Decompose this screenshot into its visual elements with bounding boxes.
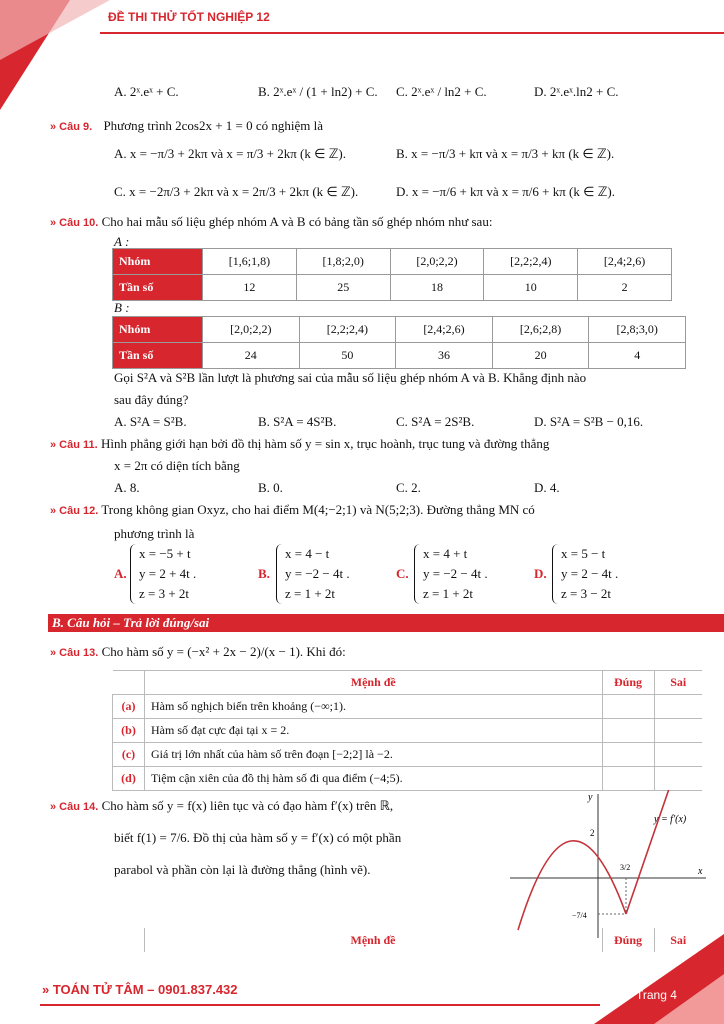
q8-option-d: D. 2ˣ.eˣ.ln2 + C. — [534, 84, 619, 99]
table-cell: 2 — [578, 275, 672, 301]
table-row — [113, 317, 686, 343]
table-cell: [2,2;2,4) — [299, 317, 396, 343]
q9-option-c: C. x = −2π/3 + 2kπ và x = 2π/3 + 2kπ (k ∈ ℤ). — [114, 184, 359, 199]
header-decoration-light — [0, 0, 110, 60]
header-divider — [100, 32, 724, 34]
table-a-label: A : — [114, 234, 130, 249]
question-text: Trong không gian Oxyz, cho hai điểm M(4;−2;1) và N(5;2;3). Đường thẳng MN có — [101, 502, 535, 517]
q14-text-3: parabol và phần còn lại là đường thẳng (hình vẽ). — [114, 862, 371, 877]
false-header: Sai — [654, 671, 702, 695]
equation: x = −5 + t — [139, 546, 191, 561]
equation: z = 3 + 2t — [139, 586, 190, 601]
footer-author: » TOÁN TỬ TÂM – 0901.837.432 — [42, 982, 238, 997]
item-key: (d) — [113, 767, 145, 791]
item-statement: Tiệm cận xiên của đồ thị hàm số đi qua điểm (−4;5). — [145, 767, 603, 791]
line-segment — [626, 790, 670, 914]
equation: z = 1 + 2t — [423, 586, 474, 601]
q10-option-b: B. S²A = 4S²B. — [258, 414, 337, 429]
question-14 — [50, 798, 393, 814]
true-checkbox[interactable] — [602, 743, 654, 767]
equation: z = 3 − 2t — [561, 586, 612, 601]
false-header: Sai — [670, 932, 687, 947]
curve-label: y = f′(x) — [654, 814, 687, 825]
row-header: Nhóm — [113, 317, 203, 343]
q11-text-2: x = 2π có diện tích bằng — [114, 458, 240, 473]
option-label: B. — [258, 566, 270, 581]
q10-text-3: sau đây đúng? — [114, 392, 189, 407]
table-cell: 12 — [203, 275, 297, 301]
equation: y = −2 − 4t . — [285, 566, 350, 581]
true-checkbox[interactable] — [602, 695, 654, 719]
false-checkbox[interactable] — [654, 767, 702, 791]
table-row — [113, 343, 686, 369]
q10-option-c: C. S²A = 2S²B. — [396, 414, 475, 429]
table-row — [113, 275, 672, 301]
equation: y = 2 + 4t . — [139, 566, 197, 581]
question-label: » Câu 10. — [50, 217, 99, 229]
table-row — [113, 767, 703, 791]
footer-divider — [40, 1004, 600, 1006]
table-cell: 10 — [484, 275, 578, 301]
question-label: » Câu 14. — [50, 801, 99, 813]
false-checkbox[interactable] — [654, 743, 702, 767]
option-label: C. — [396, 566, 409, 581]
table-cell: [2,2;2,4) — [484, 249, 578, 275]
table-cell: 4 — [589, 343, 686, 369]
q11-option-a: A. 8. — [114, 480, 140, 495]
true-false-table-q13 — [112, 670, 702, 791]
row-header: Nhóm — [113, 249, 203, 275]
question-9 — [50, 118, 323, 134]
q12-option-a — [114, 566, 127, 582]
row-header: Tần số — [113, 343, 203, 369]
q9-option-b: B. x = −π/3 + kπ và x = π/3 + kπ (k ∈ ℤ). — [396, 146, 615, 161]
table-cell: [2,4;2,6) — [578, 249, 672, 275]
table-cell — [113, 671, 145, 695]
option-label: A. — [114, 566, 127, 581]
true-header: Đúng — [602, 928, 654, 952]
table-cell: [2,8;3,0) — [589, 317, 686, 343]
q12-system-b — [276, 544, 350, 604]
frequency-table-a — [112, 248, 672, 301]
table-row — [113, 719, 703, 743]
table-row — [113, 695, 703, 719]
q11-option-d: D. 4. — [534, 480, 560, 495]
table-cell: 25 — [296, 275, 390, 301]
question-text: Phương trình 2cos2x + 1 = 0 có nghiệm là — [103, 118, 324, 133]
page-header-title: ĐỀ THI THỬ TỐT NGHIỆP 12 — [108, 10, 270, 24]
section-b-heading: B. Câu hỏi – Trả lời đúng/sai — [48, 614, 724, 632]
q9-option-d: D. x = −π/6 + kπ và x = π/6 + kπ (k ∈ ℤ). — [396, 184, 615, 199]
derivative-graph — [510, 790, 710, 940]
q12-option-c — [396, 566, 409, 582]
table-row — [113, 249, 672, 275]
table-cell: 18 — [390, 275, 484, 301]
table-b-label: B : — [114, 300, 130, 315]
true-header: Đúng — [602, 671, 654, 695]
question-label: » Câu 12. — [50, 505, 99, 517]
item-key: (c) — [113, 743, 145, 767]
question-11 — [50, 436, 549, 452]
q14-text-2: biết f(1) = 7/6. Đồ thị của hàm số y = f′(x) có một phần — [114, 830, 402, 845]
table-cell: [1,8;2,0) — [296, 249, 390, 275]
item-statement: Hàm số đạt cực đại tại x = 2. — [145, 719, 603, 743]
q12-option-d — [534, 566, 547, 582]
equation: y = −2 − 4t . — [423, 566, 488, 581]
equation: z = 1 + 2t — [285, 586, 336, 601]
table-cell: 36 — [396, 343, 493, 369]
item-key: (b) — [113, 719, 145, 743]
page-number: Trang 4 — [636, 988, 677, 1002]
question-label: » Câu 9. — [50, 121, 93, 133]
false-checkbox[interactable] — [654, 695, 702, 719]
equation: y = 2 − 4t . — [561, 566, 619, 581]
q10-option-a: A. S²A = S²B. — [114, 414, 187, 429]
table-cell: [2,0;2,2) — [390, 249, 484, 275]
q12-system-d — [552, 544, 618, 604]
q12-text-2: phương trình là — [114, 526, 195, 541]
frequency-table-b — [112, 316, 686, 369]
tick-label: 2 — [590, 828, 595, 838]
table-row — [113, 743, 703, 767]
table-cell: [2,6;2,8) — [492, 317, 589, 343]
false-checkbox[interactable] — [654, 719, 702, 743]
y-axis-label: y — [588, 792, 593, 803]
row-header: Tần số — [113, 275, 203, 301]
table-header-row — [113, 671, 703, 695]
equation: x = 5 − t — [561, 546, 606, 561]
question-label: » Câu 11. — [50, 439, 98, 451]
question-13 — [50, 644, 346, 660]
table-cell: 24 — [203, 343, 300, 369]
true-checkbox[interactable] — [602, 767, 654, 791]
question-label: » Câu 13. — [50, 647, 99, 659]
item-key: (a) — [113, 695, 145, 719]
question-text: Cho hàm số y = f(x) liên tục và có đạo hàm f′(x) trên ℝ, — [101, 798, 394, 813]
true-checkbox[interactable] — [602, 719, 654, 743]
q10-text-2: Gọi S²A và S²B lần lượt là phương sai của mẫu số liệu ghép nhóm A và B. Khẳng định nào — [114, 370, 587, 385]
q8-option-a: A. 2ˣ.eˣ + C. — [114, 84, 179, 99]
question-text: Hình phẳng giới hạn bởi đồ thị hàm số y = sin x, trục hoành, trục tung và đường thẳng — [100, 436, 550, 451]
q12-system-c — [414, 544, 488, 604]
question-12 — [50, 502, 535, 518]
question-text: Cho hàm số y = (−x² + 2x − 2)/(x − 1). Khi đó: — [101, 644, 346, 659]
equation: x = 4 − t — [285, 546, 330, 561]
x-axis-label: x — [698, 866, 703, 877]
item-statement: Giá trị lớn nhất của hàm số trên đoạn [−2;2] là −2. — [145, 743, 603, 767]
table-cell: [2,0;2,2) — [203, 317, 300, 343]
statement-header: Mệnh đề — [145, 671, 603, 695]
q12-system-a — [130, 544, 196, 604]
q8-option-b: B. 2ˣ.eˣ / (1 + ln2) + C. — [258, 84, 378, 99]
q12-option-b — [258, 566, 270, 582]
q9-option-a: A. x = −π/3 + 2kπ và x = π/3 + 2kπ (k ∈ ℤ). — [114, 146, 346, 161]
q11-option-c: C. 2. — [396, 480, 421, 495]
statement-header: Mệnh đề — [144, 928, 602, 952]
equation: x = 4 + t — [423, 546, 468, 561]
table-cell — [112, 928, 144, 952]
q11-option-b: B. 0. — [258, 480, 283, 495]
table-cell: 50 — [299, 343, 396, 369]
q10-option-d: D. S²A = S²B − 0,16. — [534, 414, 644, 429]
table-cell: [1,6;1,8) — [203, 249, 297, 275]
tick-label: −7/4 — [572, 911, 587, 920]
item-statement: Hàm số nghịch biến trên khoảng (−∞;1). — [145, 695, 603, 719]
question-text: Cho hai mẫu số liệu ghép nhóm A và B có bảng tần số ghép nhóm như sau: — [101, 214, 493, 229]
tick-label: 3/2 — [620, 863, 631, 872]
q8-option-c: C. 2ˣ.eˣ / ln2 + C. — [396, 84, 487, 99]
option-label: D. — [534, 566, 547, 581]
table-cell: [2,4;2,6) — [396, 317, 493, 343]
table-cell: 20 — [492, 343, 589, 369]
question-10 — [50, 214, 492, 230]
